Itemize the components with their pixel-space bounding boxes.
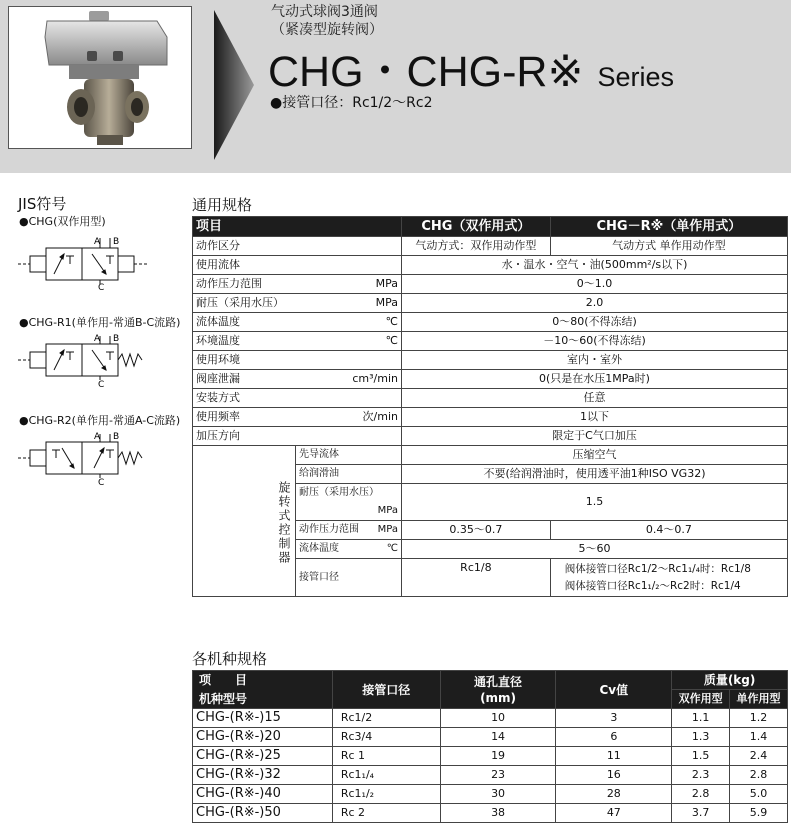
model-mass-single: 2.4 [730,747,788,766]
spec-row [193,427,788,446]
jis-symbol-chg-r1 [18,332,168,388]
spec-header-row [193,217,788,237]
spec-value: 室内・室外 [402,351,788,370]
spec-label: 给润滑油 [299,468,339,479]
spec-row [193,237,788,256]
spec-label: 动作压力范围 [299,524,359,535]
model-port: Rc 2 [332,804,440,823]
model-port: Rc1/2 [332,709,440,728]
spec-unit: MPa [375,296,398,309]
bore-head-line2: (mm) [480,690,517,705]
model-name: CHG-(R※-)40 [193,785,333,804]
models-head-mass: 质量(kg) [672,671,788,690]
model-mass-single: 2.8 [730,766,788,785]
spec-row [193,313,788,332]
spec-label: 使用流体 [196,258,240,271]
table-row [193,804,788,823]
models-head-cv: Cv值 [556,671,672,709]
spec-label: 加压方向 [196,429,240,442]
spec-value-chg: 气动方式：双作用动作型 [402,237,551,256]
models-head-single: 单作用型 [730,690,788,709]
valve-image [9,7,191,148]
spec-label: 安装方式 [196,391,240,404]
model-bore: 38 [440,804,556,823]
spec-value: 压缩空气 [402,446,788,465]
spec-value-line: 阀体接管口径Rc1₁/₂～Rc2时：Rc1/4 [564,579,741,592]
port-b-label: B [113,237,120,247]
table-row [193,785,788,804]
spec-head-chg: CHG（双作用式） [402,217,551,237]
port-a-label: A [94,334,101,344]
spec-value: 0(只是在水压1MPa时) [402,370,788,389]
spec-value: 1以下 [402,408,788,427]
spec-label: 耐压（采用水压） [299,487,379,498]
spec-row [193,332,788,351]
spec-label: 流体温度 [299,543,339,554]
model-port: Rc1₁/₂ [332,785,440,804]
jis-label-chg-r1: ●CHG-R1(单作用-常通B-C流路) [19,316,181,329]
spec-value-chg: Rc1/8 [402,559,551,597]
spec-table [192,216,788,597]
port-b-label: B [113,432,120,442]
spec-value: 1.5 [402,484,788,521]
port-b-label: B [113,334,120,344]
model-mass-single: 5.9 [730,804,788,823]
model-cv: 47 [556,804,672,823]
model-mass-double: 3.7 [672,804,730,823]
series-word: Series [597,62,674,92]
models-title: 各机种规格 [192,650,268,668]
spec-label: 动作区分 [196,239,240,252]
models-head-double: 双作用型 [672,690,730,709]
spec-label: 环境温度 [196,334,240,347]
product-photo [8,6,192,149]
model-mass-single: 5.0 [730,785,788,804]
spec-row [193,389,788,408]
port-a-label: A [94,432,101,442]
port-c-label: C [98,380,105,388]
spec-value: 5～60 [402,540,788,559]
model-port: Rc 1 [332,747,440,766]
spec-unit: cm³/min [352,372,398,385]
spec-row [193,294,788,313]
port-c-label: C [98,478,105,486]
spec-value-chgr: 0.4～0.7 [550,521,787,540]
table-row [193,728,788,747]
model-port: Rc1₁/₄ [332,766,440,785]
spec-value: 不要(给润滑油时，使用透平油1种ISO VG32) [402,465,788,484]
header-arrow-wedge [214,10,256,160]
header-banner [0,0,791,173]
table-row [193,747,788,766]
rotary-controller-label: 旋转式控制器 [193,446,296,597]
spec-value: 限定于C气口加压 [402,427,788,446]
spec-row [193,370,788,389]
model-mass-double: 1.3 [672,728,730,747]
port-c-label: C [98,283,105,290]
spec-row [193,256,788,275]
model-cv: 11 [556,747,672,766]
spec-value: 任意 [402,389,788,408]
model-bore: 19 [440,747,556,766]
spec-unit: MPa [375,277,398,290]
spec-value-chg: 0.35～0.7 [402,521,551,540]
spec-unit: MPa [377,505,398,516]
spec-label: 流体温度 [196,315,240,328]
spec-title: 通用规格 [192,196,253,214]
spec-head-chgr: CHG－R※（单作用式） [550,217,787,237]
spec-unit: MPa [377,524,398,535]
models-head-item: 项 目 [193,671,333,690]
models-table [192,670,788,823]
spec-label: 先导流体 [299,449,339,460]
spec-unit: ℃ [385,334,398,347]
spec-row [193,275,788,294]
model-name: CHG-(R※-)50 [193,804,333,823]
spec-value: 2.0 [402,294,788,313]
spec-value-chgr: 气动方式 单作用动作型 [550,237,787,256]
spec-row [193,351,788,370]
spec-row [193,408,788,427]
model-cv: 16 [556,766,672,785]
model-name: CHG-(R※-)20 [193,728,333,747]
subtitle-line2: （紧凑型旋转阀） [271,22,383,38]
model-mass-double: 1.1 [672,709,730,728]
spec-rotary-row [193,446,788,465]
spec-value: －10～60(不得冻结) [402,332,788,351]
model-cv: 3 [556,709,672,728]
jis-symbol-chg [18,234,168,290]
spec-label: 使用频率 [196,410,240,423]
spec-label: 使用环境 [196,353,240,366]
series-name: CHG・CHG-R※ [268,48,584,96]
model-mass-double: 2.3 [672,766,730,785]
table-row [193,766,788,785]
spec-label: 阀座泄漏 [196,372,240,385]
models-head-port: 接管口径 [332,671,440,709]
model-name: CHG-(R※-)32 [193,766,333,785]
spec-value: 0～1.0 [402,275,788,294]
models-header-row [193,671,788,690]
models-head-model: 机种型号 [193,690,333,709]
spec-label: 接管口径 [299,571,339,583]
model-mass-double: 1.5 [672,747,730,766]
spec-value: 水・温水・空气・油(500mm²/s以下) [402,256,788,275]
model-cv: 28 [556,785,672,804]
model-bore: 10 [440,709,556,728]
subtitle-line1: 气动式球阀3通阀 [271,4,378,20]
models-head-bore [440,671,556,709]
spec-label: 耐压（采用水压） [196,296,284,309]
model-bore: 23 [440,766,556,785]
jis-label-chg-r2: ●CHG-R2(单作用-常通A-C流路) [19,414,181,427]
series-title [268,38,674,99]
model-mass-double: 2.8 [672,785,730,804]
model-bore: 30 [440,785,556,804]
table-row [193,709,788,728]
spec-value-chgr [550,559,787,597]
model-name: CHG-(R※-)25 [193,747,333,766]
spec-head-item: 项目 [193,217,402,237]
port-a-label: A [94,237,101,247]
connection-range: ●接管口径：Rc1/2～Rc2 [270,95,433,111]
spec-unit: ℃ [386,543,398,554]
spec-unit: 次/min [362,410,398,423]
spec-value-line: 阀体接管口径Rc1/2～Rc1₁/₄时：Rc1/8 [564,562,751,575]
model-cv: 6 [556,728,672,747]
jis-symbol-chg-r2 [18,430,168,486]
model-mass-single: 1.2 [730,709,788,728]
bore-head-line1: 通孔直径 [474,674,523,689]
jis-label-chg: ●CHG(双作用型) [19,215,106,228]
model-name: CHG-(R※-)15 [193,709,333,728]
model-bore: 14 [440,728,556,747]
spec-unit: ℃ [385,315,398,328]
model-mass-single: 1.4 [730,728,788,747]
spec-value: 0～80(不得冻结) [402,313,788,332]
spec-label: 动作压力范围 [196,277,262,290]
jis-title: JIS符号 [18,195,67,213]
model-port: Rc3/4 [332,728,440,747]
